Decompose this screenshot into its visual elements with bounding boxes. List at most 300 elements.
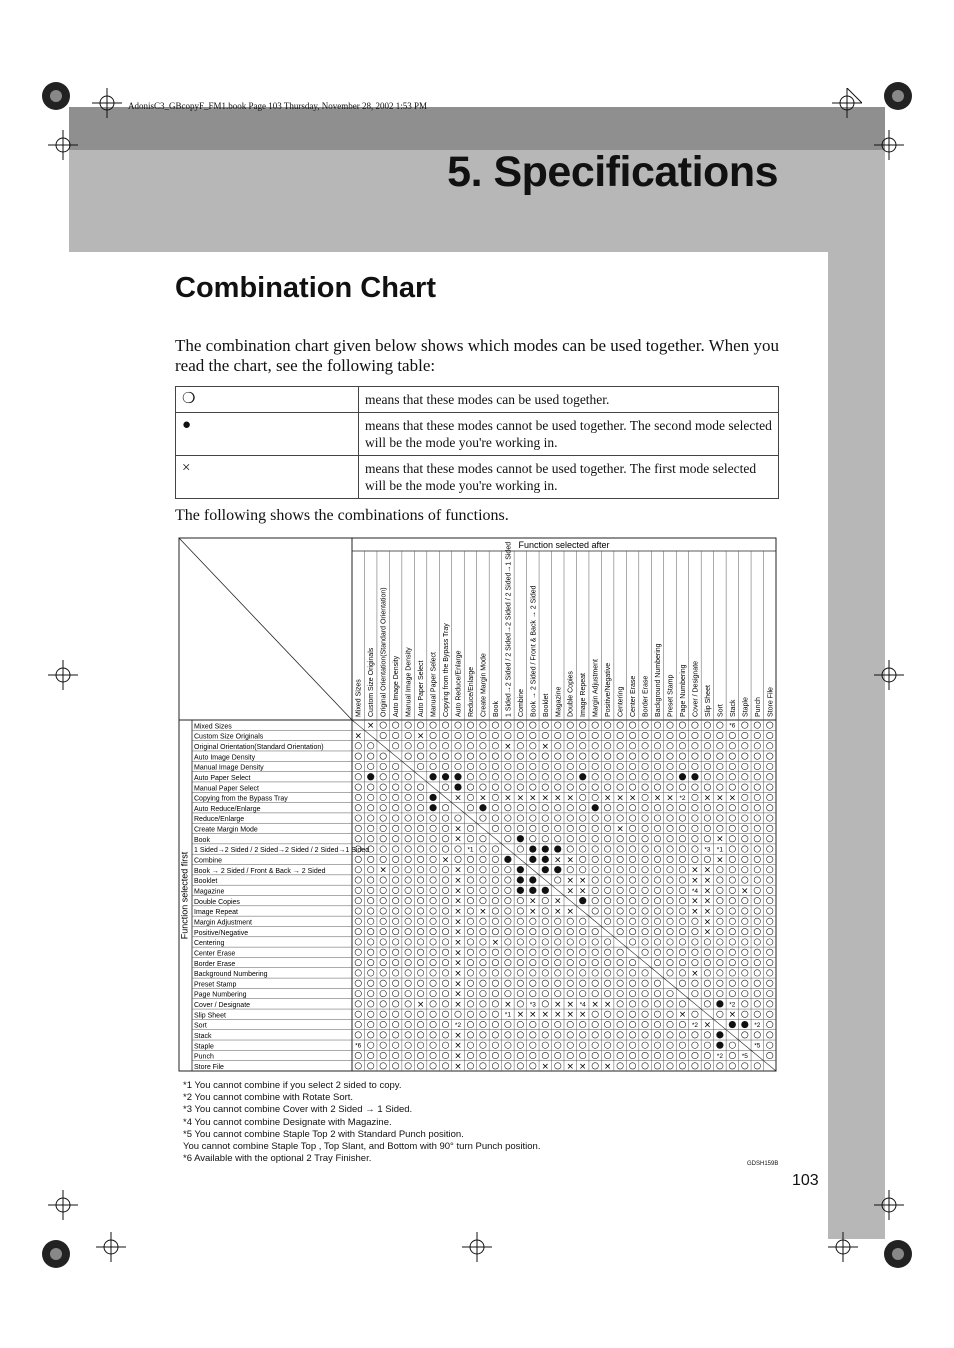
possible-cell — [355, 805, 361, 811]
possible-cell — [754, 908, 760, 914]
possible-cell — [642, 1021, 648, 1027]
registration-mark-icon — [864, 70, 924, 130]
second-priority-cell — [454, 784, 461, 791]
possible-cell — [679, 846, 685, 852]
possible-cell — [430, 1063, 436, 1069]
possible-cell — [542, 959, 548, 965]
possible-cell — [417, 825, 423, 831]
section-title: Combination Chart — [175, 272, 436, 304]
legend-text: means that these modes cannot be used together. The first mode selected will be the mode you're working in. — [359, 456, 779, 499]
possible-cell — [567, 939, 573, 945]
possible-cell — [642, 990, 648, 996]
possible-cell — [355, 774, 361, 780]
possible-cell — [617, 959, 623, 965]
possible-cell — [679, 866, 685, 872]
first-priority-cell: × — [529, 1010, 537, 1021]
first-priority-cell: × — [553, 855, 562, 866]
second-priority-cell — [741, 1021, 748, 1028]
possible-cell — [679, 980, 685, 986]
possible-cell — [442, 836, 448, 842]
possible-cell — [629, 970, 635, 976]
possible-cell — [480, 866, 486, 872]
possible-cell — [629, 763, 635, 769]
row-label: Auto Reduce/Enlarge — [194, 805, 261, 813]
possible-cell — [480, 949, 486, 955]
second-priority-cell — [367, 773, 374, 780]
possible-cell — [517, 1001, 523, 1007]
possible-cell — [667, 722, 673, 728]
possible-cell — [442, 887, 448, 893]
possible-cell — [642, 825, 648, 831]
first-priority-cell: × — [603, 793, 612, 804]
possible-cell — [754, 990, 760, 996]
possible-cell — [704, 856, 710, 862]
possible-cell — [392, 743, 398, 749]
possible-cell — [392, 897, 398, 903]
possible-cell — [517, 743, 523, 749]
crosshair-icon — [828, 1232, 858, 1262]
possible-cell — [492, 753, 498, 759]
possible-cell — [604, 774, 610, 780]
possible-cell — [692, 846, 698, 852]
possible-cell — [355, 1001, 361, 1007]
possible-cell — [604, 825, 610, 831]
possible-cell — [555, 877, 561, 883]
possible-cell — [467, 763, 473, 769]
column-label: Mixed Sizes — [355, 679, 363, 717]
possible-cell — [567, 949, 573, 955]
first-priority-cell: × — [716, 855, 724, 866]
possible-cell — [654, 825, 660, 831]
possible-cell — [542, 949, 548, 955]
possible-cell — [617, 1063, 623, 1069]
first-priority-cell: × — [454, 927, 462, 938]
possible-cell — [380, 990, 386, 996]
possible-cell — [667, 990, 673, 996]
possible-cell — [617, 743, 623, 749]
possible-cell — [405, 743, 411, 749]
possible-cell — [542, 784, 548, 790]
possible-cell — [729, 866, 735, 872]
possible-cell — [368, 1032, 374, 1038]
possible-cell — [355, 908, 361, 914]
possible-cell — [754, 846, 760, 852]
possible-cell — [642, 897, 648, 903]
possible-cell — [467, 928, 473, 934]
diagonal-cell — [352, 720, 364, 730]
possible-cell — [604, 753, 610, 759]
matrix-border — [179, 538, 776, 1071]
possible-cell — [467, 1001, 473, 1007]
possible-cell — [654, 753, 660, 759]
possible-cell — [679, 722, 685, 728]
possible-cell — [467, 836, 473, 842]
possible-cell — [742, 866, 748, 872]
possible-cell — [392, 1011, 398, 1017]
possible-cell — [505, 784, 511, 790]
row-label: Cover / Designate — [194, 1002, 251, 1010]
first-priority-cell: × — [454, 865, 462, 876]
possible-cell — [480, 774, 486, 780]
possible-cell — [455, 743, 461, 749]
possible-cell — [392, 774, 398, 780]
possible-cell — [467, 1011, 473, 1017]
possible-cell — [480, 990, 486, 996]
footnote-cell: *4 — [691, 887, 699, 895]
possible-cell — [592, 970, 598, 976]
possible-cell — [629, 1042, 635, 1048]
row-label: Centering — [194, 940, 225, 948]
diagonal-cell — [614, 937, 626, 947]
possible-cell — [617, 918, 623, 924]
possible-cell — [530, 743, 536, 749]
possible-cell — [392, 928, 398, 934]
possible-cell — [592, 1042, 598, 1048]
possible-cell — [530, 990, 536, 996]
first-priority-cell: × — [578, 1010, 587, 1021]
possible-cell — [530, 970, 536, 976]
possible-cell — [492, 784, 498, 790]
first-priority-cell: × — [454, 1061, 462, 1072]
first-priority-cell: × — [454, 793, 462, 804]
combination-matrix — [178, 537, 778, 1073]
possible-cell — [555, 815, 561, 821]
possible-cell — [742, 970, 748, 976]
possible-cell — [629, 722, 635, 728]
possible-cell — [555, 1052, 561, 1058]
possible-cell — [754, 1001, 760, 1007]
possible-cell — [580, 856, 586, 862]
possible-cell — [642, 846, 648, 852]
possible-cell — [617, 815, 623, 821]
row-label: Original Orientation(Standard Orientation) — [194, 743, 324, 751]
possible-cell — [380, 836, 386, 842]
possible-cell — [542, 774, 548, 780]
possible-cell — [617, 897, 623, 903]
possible-cell — [592, 722, 598, 728]
diagonal-cell — [464, 813, 476, 823]
row-label: Stack — [194, 1033, 212, 1041]
possible-cell — [505, 866, 511, 872]
possible-cell — [604, 836, 610, 842]
possible-cell — [542, 1001, 548, 1007]
possible-cell — [567, 980, 573, 986]
possible-cell — [530, 1032, 536, 1038]
possible-cell — [692, 980, 698, 986]
possible-cell — [355, 763, 361, 769]
possible-cell — [679, 949, 685, 955]
possible-cell — [692, 825, 698, 831]
possible-cell — [467, 1042, 473, 1048]
possible-cell — [430, 970, 436, 976]
possible-cell — [742, 794, 748, 800]
possible-cell — [492, 928, 498, 934]
possible-cell — [692, 1063, 698, 1069]
possible-cell — [430, 908, 436, 914]
possible-cell — [742, 856, 748, 862]
possible-cell — [654, 897, 660, 903]
possible-cell — [717, 959, 723, 965]
possible-cell — [542, 825, 548, 831]
possible-cell — [368, 866, 374, 872]
possible-cell — [629, 805, 635, 811]
row-label: Border Erase — [194, 960, 236, 968]
possible-cell — [455, 722, 461, 728]
crosshair-icon — [96, 1232, 126, 1262]
possible-cell — [704, 949, 710, 955]
possible-cell — [467, 949, 473, 955]
possible-cell — [667, 877, 673, 883]
possible-cell — [505, 1042, 511, 1048]
column-label: Stack — [729, 699, 737, 717]
possible-cell — [430, 918, 436, 924]
row-label: Sort — [194, 1022, 207, 1030]
possible-cell — [380, 1042, 386, 1048]
possible-cell — [567, 763, 573, 769]
column-header: Function selected after — [518, 540, 610, 550]
first-priority-cell: × — [454, 834, 462, 845]
first-priority-cell: × — [566, 886, 575, 897]
possible-cell — [467, 784, 473, 790]
possible-cell — [617, 784, 623, 790]
possible-cell — [617, 970, 623, 976]
possible-cell — [704, 722, 710, 728]
row-label: Slip Sheet — [194, 1012, 226, 1020]
first-priority-cell: × — [703, 793, 712, 804]
file-info: AdonisC3_GBcopyF_FM1.book Page 103 Thursday, November 28, 2002 1:53 PM — [128, 101, 427, 111]
possible-cell — [654, 887, 660, 893]
first-priority-cell: × — [616, 824, 624, 835]
row-label: Combine — [194, 857, 223, 865]
row-label: Store File — [194, 1064, 224, 1071]
possible-cell — [368, 980, 374, 986]
possible-cell — [692, 784, 698, 790]
possible-cell — [417, 1052, 423, 1058]
possible-cell — [405, 897, 411, 903]
possible-cell — [617, 732, 623, 738]
possible-cell — [580, 1052, 586, 1058]
column-label: Border Erase — [642, 675, 650, 717]
possible-cell — [642, 1063, 648, 1069]
possible-cell — [417, 1063, 423, 1069]
first-priority-cell: × — [691, 865, 699, 876]
possible-cell — [442, 959, 448, 965]
possible-cell — [417, 866, 423, 872]
possible-cell — [580, 1032, 586, 1038]
possible-cell — [617, 1001, 623, 1007]
possible-cell — [667, 1001, 673, 1007]
column-label: Book → 2 Sided / Front & Back → 2 Sided — [530, 585, 538, 717]
row-label: Page Numbering — [194, 991, 247, 999]
possible-cell — [430, 856, 436, 862]
first-priority-cell: × — [741, 886, 749, 897]
possible-cell — [754, 784, 760, 790]
second-priority-cell — [429, 773, 436, 780]
possible-cell — [679, 928, 685, 934]
possible-cell — [417, 753, 423, 759]
possible-cell — [368, 908, 374, 914]
possible-cell — [604, 1032, 610, 1038]
possible-cell — [467, 877, 473, 883]
column-label: Positive/Negative — [605, 662, 613, 717]
possible-cell — [517, 846, 523, 852]
possible-cell — [492, 743, 498, 749]
possible-cell — [592, 836, 598, 842]
possible-cell — [667, 815, 673, 821]
possible-cell — [742, 722, 748, 728]
possible-cell — [679, 753, 685, 759]
possible-cell — [417, 763, 423, 769]
footnote: *3 You cannot combine Cover with 2 Sided → 1 Sided. — [183, 1104, 413, 1116]
possible-cell — [430, 897, 436, 903]
crosshair-icon — [462, 1232, 492, 1262]
possible-cell — [642, 1032, 648, 1038]
possible-cell — [767, 805, 773, 811]
possible-cell — [492, 1001, 498, 1007]
possible-cell — [368, 1001, 374, 1007]
possible-cell — [542, 732, 548, 738]
legend-row — [176, 387, 779, 413]
possible-cell — [580, 928, 586, 934]
possible-cell — [380, 856, 386, 862]
possible-cell — [667, 732, 673, 738]
possible-cell — [392, 856, 398, 862]
possible-cell — [667, 918, 673, 924]
possible-cell — [405, 980, 411, 986]
first-priority-cell: × — [653, 793, 662, 804]
possible-cell — [467, 794, 473, 800]
possible-cell — [542, 928, 548, 934]
possible-cell — [480, 1021, 486, 1027]
possible-cell — [368, 743, 374, 749]
possible-cell — [530, 753, 536, 759]
possible-cell — [430, 815, 436, 821]
possible-cell — [729, 959, 735, 965]
possible-cell — [368, 1063, 374, 1069]
crosshair-icon — [92, 88, 122, 118]
first-priority-cell: × — [529, 793, 537, 804]
possible-cell — [505, 990, 511, 996]
possible-cell — [442, 1052, 448, 1058]
possible-cell — [380, 1052, 386, 1058]
possible-cell — [604, 1052, 610, 1058]
possible-cell — [580, 1042, 586, 1048]
first-priority-cell: × — [578, 876, 587, 887]
possible-cell — [430, 763, 436, 769]
possible-cell — [442, 846, 448, 852]
possible-cell — [480, 815, 486, 821]
diagonal-cell — [389, 751, 401, 761]
possible-cell — [754, 949, 760, 955]
possible-cell — [742, 743, 748, 749]
possible-cell — [505, 815, 511, 821]
possible-cell — [355, 825, 361, 831]
possible-cell — [767, 825, 773, 831]
possible-cell — [704, 1042, 710, 1048]
possible-cell — [667, 856, 673, 862]
possible-cell — [492, 1032, 498, 1038]
possible-cell — [617, 1021, 623, 1027]
possible-cell — [767, 732, 773, 738]
row-label: Booklet — [194, 878, 218, 886]
first-priority-cell: × — [553, 793, 562, 804]
column-label: Auto Reduce/Enlarge — [455, 650, 463, 717]
possible-cell — [742, 1063, 748, 1069]
legend-row — [176, 413, 779, 456]
diagonal-cell — [714, 1019, 726, 1029]
first-priority-cell: × — [379, 865, 387, 876]
possible-cell — [617, 774, 623, 780]
possible-cell — [767, 815, 773, 821]
possible-cell — [629, 815, 635, 821]
row-label: Double Copies — [194, 898, 240, 906]
following-text: The following shows the combinations of functions. — [175, 507, 509, 524]
possible-cell — [517, 908, 523, 914]
possible-cell — [405, 732, 411, 738]
possible-cell — [467, 753, 473, 759]
column-label: Create Margin Mode — [480, 653, 488, 717]
possible-cell — [555, 970, 561, 976]
possible-cell — [467, 805, 473, 811]
possible-cell — [442, 722, 448, 728]
possible-cell — [592, 774, 598, 780]
possible-cell — [642, 722, 648, 728]
diagonal-cell — [751, 1050, 763, 1060]
possible-cell — [392, 887, 398, 893]
possible-cell — [530, 784, 536, 790]
possible-cell — [517, 774, 523, 780]
possible-cell — [567, 722, 573, 728]
column-label: Custom Size Originals — [368, 647, 376, 717]
possible-cell — [604, 743, 610, 749]
possible-cell — [430, 1001, 436, 1007]
row-label: Image Repeat — [194, 909, 238, 917]
possible-cell — [405, 836, 411, 842]
column-label: Preset Stamp — [667, 674, 675, 717]
possible-cell — [629, 887, 635, 893]
possible-cell — [567, 970, 573, 976]
possible-cell — [442, 1021, 448, 1027]
possible-cell — [530, 774, 536, 780]
possible-cell — [455, 856, 461, 862]
possible-cell — [754, 959, 760, 965]
possible-cell — [717, 743, 723, 749]
possible-cell — [467, 939, 473, 945]
possible-cell — [455, 753, 461, 759]
possible-cell — [592, 877, 598, 883]
possible-cell — [580, 815, 586, 821]
first-priority-cell: × — [566, 999, 575, 1010]
possible-cell — [505, 908, 511, 914]
possible-cell — [555, 753, 561, 759]
possible-cell — [455, 763, 461, 769]
possible-cell — [704, 753, 710, 759]
footnote-cell: *2 — [716, 1053, 723, 1061]
possible-cell — [405, 815, 411, 821]
diagonal-cell — [502, 844, 514, 854]
possible-cell — [754, 918, 760, 924]
possible-cell — [505, 805, 511, 811]
possible-cell — [505, 970, 511, 976]
first-priority-cell: × — [566, 1061, 575, 1072]
possible-cell — [767, 1052, 773, 1058]
possible-cell — [754, 856, 760, 862]
possible-cell — [629, 784, 635, 790]
possible-cell — [455, 1011, 461, 1017]
possible-cell — [654, 1032, 660, 1038]
possible-cell — [617, 877, 623, 883]
possible-cell — [729, 970, 735, 976]
